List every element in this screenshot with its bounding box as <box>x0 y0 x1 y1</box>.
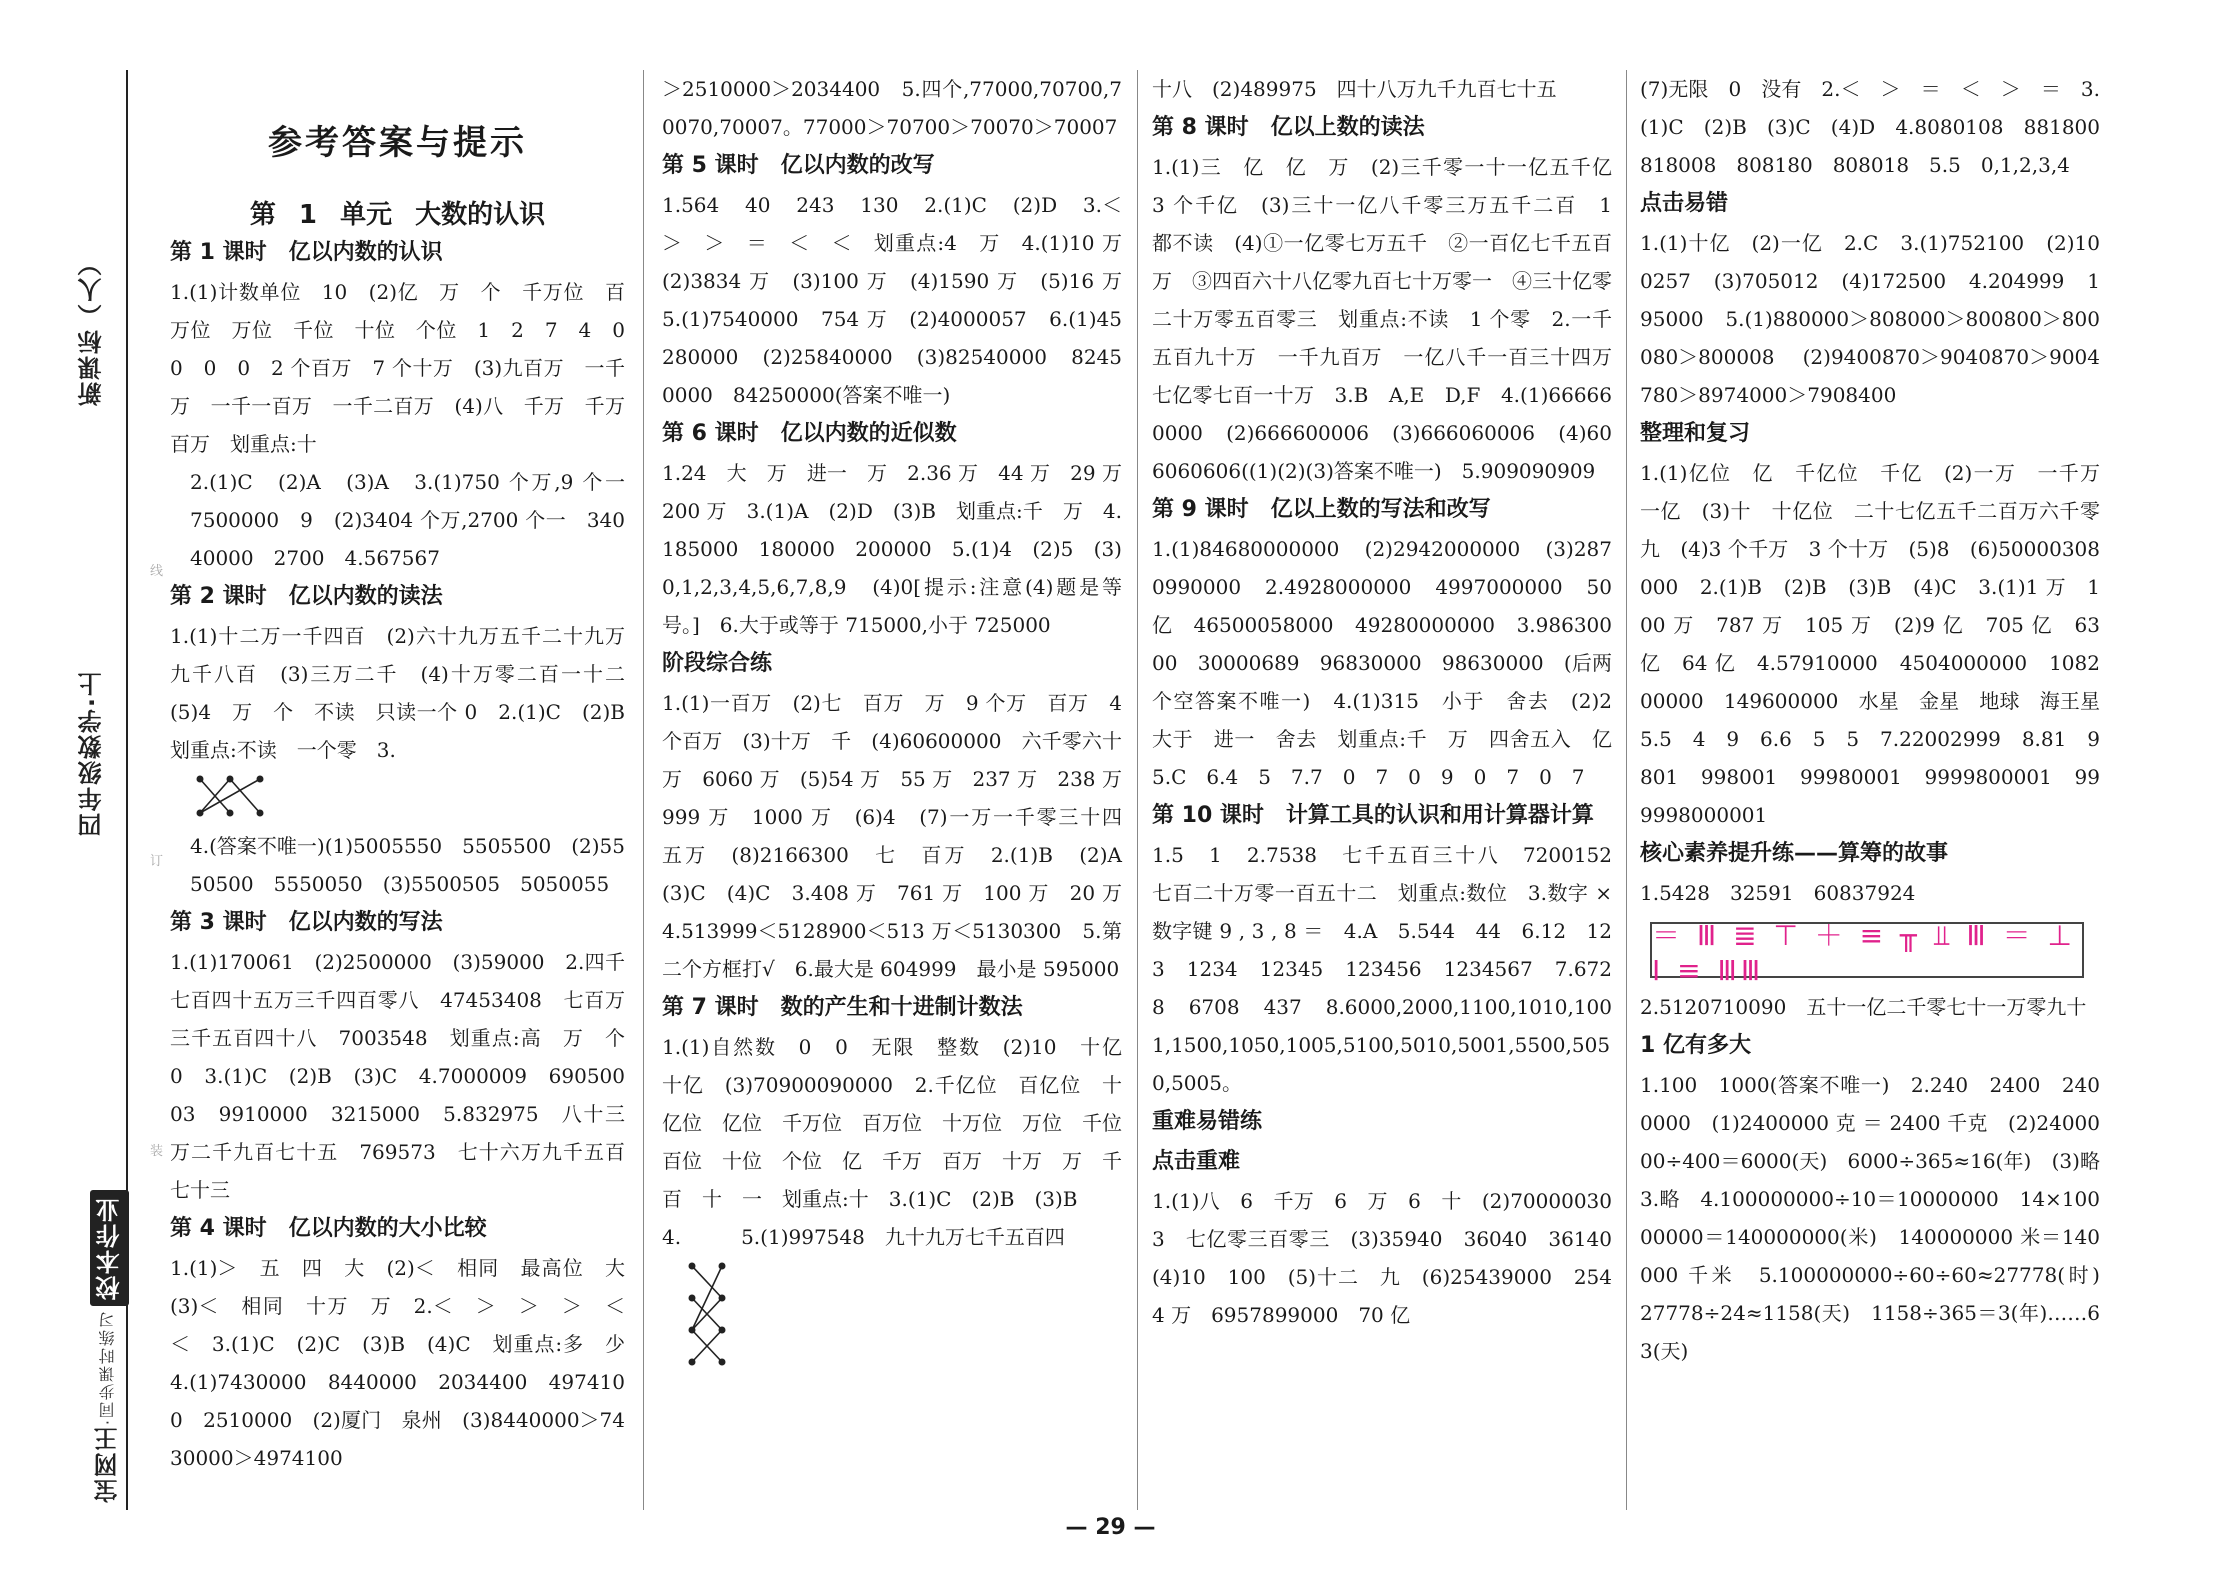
column-2-content <box>662 70 1142 1382</box>
answer-text: ＞2510000＞2034400 5.四个,77000,70700,70070,70007。77000＞70700＞70070＞70007 <box>662 77 1122 139</box>
matching-dot <box>257 776 264 783</box>
column-4 <box>1640 70 2120 1370</box>
lesson-heading: 阶段综合练 <box>662 651 773 676</box>
lesson-heading: 核心素养提升练——算筹的故事 <box>1640 841 1949 866</box>
lesson-heading: 第 8 课时 亿以上数的读法 <box>1152 115 1425 140</box>
brand-subtitle: ·同步课时练习 <box>98 1310 117 1426</box>
answer-text: 1.5 1 2.7538 七千五百三十八 7200152 七百二十万零一百五十二 划重点:数位 3.数字 × 数字键 9 , 3 , 8 ＝ 4.A 5.544 44 6.12 123 1234 12345 123456 1234567 7.6728 6708 437 8.6000,2000,1100,1010,1001,1500,1050,1005,5100,5010,5001,5500,5050,5005。 <box>1152 843 1632 1095</box>
answer-text: (7)无限 0 没有 2.＜ ＞ ＝ ＜ ＞ ＝ 3.(1)C (2)B (3)C (4)D 4.8080108 881800 818008 808180 808018 5.5 0,1,2,3,4 <box>1640 77 2120 177</box>
unit-title: 第 1 单元 大数的认识 <box>249 200 546 230</box>
matching-figure <box>682 1258 1122 1382</box>
lesson-heading: 第 4 课时 亿以内数的大小比较 <box>170 1216 487 1241</box>
answer-text: 2.(1)C (2)A (3)A 3.(1)750 个万,9 个一 7500000 9 (2)3404 个万,2700 个一 34040000 2700 4.567567 <box>190 470 645 570</box>
brand-block <box>90 1190 129 1504</box>
answer-text: 1.(1)84680000000 (2)2942000000 (3)2870990000 2.4928000000 4997000000 50 亿 46500058000 49280000000 3.98630000 30000689 96830000 98630000 (后两个空答案不唯一) 4.(1)315 小于 舍去 (2)2 大于 进一 舍去 划重点:千 万 四舍五入 亿 5.C 6.4 5 7.7 0 7 0 9 0 7 0 7 <box>1152 537 1632 789</box>
matching-dot <box>689 1359 696 1366</box>
page-number: — 29 — <box>1065 1515 1156 1540</box>
answer-text: 1.100 1000(答案不唯一) 2.240 2400 2400000 (1)2400000 克 ＝ 2400 千克 (2)2400000÷400＝6000(天) 6000÷365≈16(年) (3)略 3.略 4.100000000÷10＝10000000 14×10000000＝140000000(米) 140000000 米＝140000 千米 5.100000000÷60÷60≈27778(时) 27778÷24≈1158(天) 1158÷365＝3(年)……63(天) <box>1640 1073 2120 1363</box>
answer-text: 1.(1)三 亿 亿 万 (2)三千零一十一亿五千亿 3 个千亿 (3)三十一亿八千零三万五千二百 1 都不读 (4)①一亿零七万五千 ②一百亿七千五百万 ③四百六十八亿零九百七十万零一 ④三十亿零二十万零五百零三 划重点:不读 1 个零 2.一千五百九十万 一千九百万 一亿八千一百三十四万 七亿零七百一十万 3.B A,E D,F 4.(1)666660000 (2)666600006 (3)666060006 (4)606060606((1)(2)(3)答案不唯一) 5.909090909 <box>1152 155 1632 483</box>
answer-text: 1.(1)十二万一千四百 (2)六十九万五千二十九万九千八百 (3)三万二千 (4)十万零二百一十二 (5)4 万 个 不读 只读一个 0 2.(1)C (2)B 划重点:不读 一个零 3. <box>170 624 645 762</box>
cut-mark: 装 <box>150 1144 164 1159</box>
matching-dot <box>197 776 204 783</box>
answer-text: 1.(1)＞ 五 四 大 (2)＜ 相同 最高位 大 (3)＜ 相同 十万 万 2.＜ ＞ ＞ ＞ ＜ ＜ 3.(1)C (2)C (3)B (4)C 划重点:多 少 4.(1)7430000 8440000 2034400 4974100 2510000 (2)厦门 泉州 (3)8440000＞7430000＞4974100 <box>170 1256 645 1470</box>
answer-text: 十八 (2)489975 四十八万九千九百七十五 <box>1152 77 1557 101</box>
matching-dot <box>719 1359 726 1366</box>
matching-dot <box>257 810 264 817</box>
matching-line <box>692 1266 722 1298</box>
answer-text: 1.(1)170061 (2)2500000 (3)59000 2.四千七百四十五万三千四百零八 47453408 七百万三千五百四十八 7003548 划重点:高 万 个 0 3.(1)C (2)B (3)C 4.7000009 69050003 9910000 3215000 5.832975 八十三万二千九百七十五 769573 七十六万九千五百七十三 <box>170 950 645 1202</box>
book-tag: 校本作业 <box>90 1190 129 1306</box>
matching-dot <box>689 1263 696 1270</box>
lesson-heading: 点击易错 <box>1640 191 1729 216</box>
answer-text: 1.5428 32591 60837924 <box>1640 881 1916 905</box>
matching-dot <box>719 1327 726 1334</box>
answer-text: 2.5120710090 五十一亿二千零七十一万零九十 <box>1640 995 2087 1019</box>
brand-name <box>90 1310 125 1503</box>
column-2 <box>662 70 1142 1384</box>
column-3 <box>1152 70 1632 1334</box>
matching-line <box>692 1266 722 1330</box>
matching-dot <box>719 1263 726 1270</box>
matching-dot <box>689 1295 696 1302</box>
matching-line <box>230 779 260 813</box>
lesson-heading: 第 1 课时 亿以内数的认识 <box>170 240 443 265</box>
matching-lines-figure <box>682 1258 742 1378</box>
cut-mark: 线 <box>150 564 164 579</box>
page-title: 参考答案与提示 <box>268 123 527 163</box>
matching-line <box>200 779 260 813</box>
matching-dot <box>719 1295 726 1302</box>
lesson-heading: 第 3 课时 亿以内数的写法 <box>170 910 443 935</box>
brand-title: 宝网王 <box>94 1425 122 1504</box>
matching-figure <box>190 771 625 825</box>
matching-dot <box>227 810 234 817</box>
answer-text: 4. 5.(1)997548 九十九万七千五百四 <box>662 1225 1065 1249</box>
cut-mark: 订 <box>150 854 164 869</box>
answer-text: 1.(1)自然数 0 0 无限 整数 (2)10 十亿 十亿 (3)70900090000 2.千亿位 百亿位 十亿位 亿位 千万位 百万位 十万位 万位 千位 百位 十位 个位 亿 千万 百万 十万 万 千 百 十 一 划重点:十 3.(1)C (2)B (3)B <box>662 1035 1142 1211</box>
edition-label: 新课标（人） <box>78 250 106 406</box>
answer-text: 1.(1)十亿 (2)一亿 2.C 3.(1)752100 (2)100257 (3)705012 (4)172500 4.204999 195000 5.(1)880000＞808000＞800800＞800080＞800008 (2)9400870＞9040870＞9004780＞8974000＞7908400 <box>1640 231 2100 407</box>
binding-strip <box>70 70 150 1510</box>
lesson-heading: 第 10 课时 计算工具的认识和用计算器计算 <box>1152 803 1594 828</box>
lesson-heading: 第 6 课时 亿以内数的近似数 <box>662 421 957 446</box>
column-1-content <box>170 233 645 1477</box>
matching-dot <box>227 776 234 783</box>
column-1 <box>170 70 645 1477</box>
answer-text: 1.(1)亿位 亿 千亿位 千亿 (2)一万 一千万 一亿 (3)十 十亿位 二十七亿五千二百万六千零九 (4)3 个千万 3 个十万 (5)8 (6)50000308000 2.(1)B (2)B (3)B (4)C 3.(1)1 万 100 万 787 万 105 万 (2)9 亿 705 亿 63 亿 64 亿 4.57910000 4504000000 108200000 149600000 水星 金星 地球 海王星 5.5 4 9 6.6 5 5 7.22002999 8.81 9801 998001 99980001 9999800001 999998000001 <box>1640 461 2120 827</box>
grade-label: 四年级数学·上 <box>78 670 106 838</box>
matching-dot <box>689 1327 696 1334</box>
lesson-heading: 点击重难 <box>1152 1149 1241 1174</box>
column-divider <box>1626 70 1627 1510</box>
counting-rods-box: ＝ Ⅲ ≣ ⊤ ＋ ≡ ╥ ⫫ Ⅲ ＝ ⊥ Ⅰ ≡ ⅢⅢ <box>1650 922 2084 978</box>
lesson-heading: 第 7 课时 数的产生和十进制计数法 <box>662 995 1023 1020</box>
lesson-heading: 第 5 课时 亿以内数的改写 <box>662 153 935 178</box>
lesson-heading: 1 亿有多大 <box>1640 1033 1751 1058</box>
answer-text: 1.(1)八 6 千万 6 万 6 十 (2)700000303 七亿零三百零三 (3)35940 36040 36140 (4)10 100 (5)十二 九 (6)25439000 2544 万 6957899000 70 亿 <box>1152 1189 1632 1327</box>
matching-lines-figure <box>190 771 280 821</box>
answer-text: 1.564 40 243 130 2.(1)C (2)D 3.＜ ＞ ＞ ＝ ＜ ＜ 划重点:4 万 4.(1)10 万 (2)3834 万 (3)100 万 (4)1590 万 (5)16 万 5.(1)7540000 754 万 (2)4000057 6.(1)45280000 (2)25840000 (3)82540000 82450000 84250000(答案不唯一) <box>662 193 1142 407</box>
answer-text: 4.(答案不唯一)(1)5005550 5505500 (2)5550500 5550050 (3)5500505 5050055 <box>190 834 625 896</box>
lesson-heading: 第 2 课时 亿以内数的读法 <box>170 584 443 609</box>
answer-text: 1.(1)一百万 (2)七 百万 万 9 个万 百万 4 个百万 (3)十万 千 (4)60600000 六千零六十万 6060 万 (5)54 万 55 万 237 万 238 万 999 万 1000 万 (6)4 (7)一万一千零三十四 五万 (8)2166300 七 百万 2.(1)B (2)A (3)C (4)C 3.408 万 761 万 100 万 20 万 4.513999＜5128900＜513 万＜5130300 5.第二个方框打√ 6.最大是 604999 最小是 595000 <box>662 691 1142 981</box>
lesson-heading: 第 9 课时 亿以上数的写法和改写 <box>1152 497 1491 522</box>
answer-text: 1.24 大 万 进一 万 2.36 万 44 万 29 万 200 万 3.(1)A (2)D (3)B 划重点:千 万 4.185000 180000 200000 5.(1)4 (2)5 (3)0,1,2,3,4,5,6,7,8,9 (4)0[提示:注意(4)题是等号。] 6.大于或等于 715000,小于 725000 <box>662 461 1142 637</box>
matching-dot <box>197 810 204 817</box>
column-3-content <box>1152 70 1632 1334</box>
column-4-content <box>1640 70 2120 1370</box>
answer-text: 1.(1)计数单位 10 (2)亿 万 个 千万位 百万位 万位 千位 十位 个位 1 2 7 4 0 0 0 0 2 个百万 7 个十万 (3)九百万 一千万 一千一百万 一千二百万 (4)八 千万 千万 百万 划重点:十 <box>170 280 645 456</box>
lesson-heading: 整理和复习 <box>1640 421 1751 446</box>
lesson-heading: 重难易错练 <box>1152 1109 1263 1134</box>
